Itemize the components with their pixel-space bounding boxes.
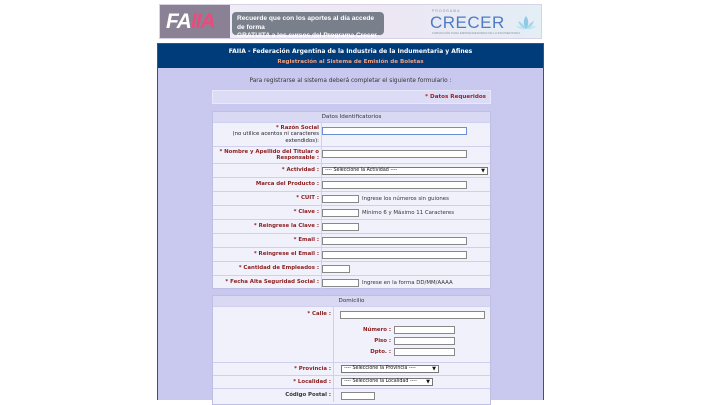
nombre-label [213,149,319,162]
row-cuit [213,191,490,205]
page-title: FAIIA - Federación Argentina de la Industria de la Indumentaria y Afines [228,48,473,55]
banner-message-line2: GRATUITA a los cursos del Programa Crecer [237,32,377,39]
codigo-postal-label: Código Postal : [285,392,331,398]
program-label: PROGRAMA [432,9,461,13]
marca-input[interactable] [322,181,467,189]
numero-input[interactable] [394,326,455,334]
razon-social-label-main: * Razón Social [275,125,319,131]
clave-label: * Clave : [293,209,319,215]
program-name: CRECER [430,13,505,32]
row-localidad [213,375,490,388]
reingrese-clave-input[interactable] [322,223,359,231]
localidad-label: * Localidad : [293,379,331,385]
provincia-label: * Provincia : [294,366,331,372]
razon-social-label [213,125,319,144]
dpto-input[interactable] [394,348,455,356]
fecha-alta-hint: Ingrese en la forma DD/MM/AAAA [362,280,453,286]
required-note: * Datos Requeridos [425,94,486,100]
chevron-down-icon: ▼ [426,379,430,385]
empleados-input[interactable] [322,265,350,273]
logo-text: FAIIA [166,10,215,33]
reingrese-clave-label: * Reingrese la Clave : [253,223,319,229]
registration-panel [157,43,544,400]
row-fecha-alta [213,275,490,289]
provincia-select[interactable] [341,365,439,373]
actividad-select-value: ---- Seleccione la Actividad ---- [325,168,398,173]
domicilio-section-title: Domicilio [213,296,490,306]
datos-section [212,111,491,289]
nombre-label-line2: Responsable : [276,155,319,162]
clave-input[interactable] [322,209,359,217]
program-subtitle: FORMACIÓN PARA EMPRENDEDORES DE LA INDUMENTARIA [432,31,521,35]
nombre-label-line1: * Nombre y Apellido del Titular o [219,149,319,155]
piso-label: Piso : [374,338,391,344]
codigo-postal-input[interactable] [341,392,375,400]
cuit-input[interactable] [322,195,359,203]
calle-label: * Calle : [307,311,331,317]
lotus-icon [515,14,537,32]
calle-input[interactable] [340,311,485,319]
empleados-label: * Cantidad de Empleados : [238,265,319,271]
chevron-down-icon: ▼ [481,168,485,174]
clave-hint: Mínimo 6 y Máximo 11 Caracteres [362,210,455,216]
razon-social-input[interactable] [322,127,467,135]
numero-label: Número : [362,327,391,333]
email-label: * Email : [293,237,319,243]
page-subtitle: Registración al Sistema de Emisión de Boletas [277,59,424,65]
provincia-select-value: ---- Seleccione la Provincia ---- [344,366,416,371]
email-input[interactable] [322,237,467,245]
nombre-input[interactable] [322,150,467,158]
header-bar [158,44,543,68]
row-reingrese-clave [213,219,490,233]
row-nombre [213,146,490,163]
razon-social-note2: extendidos): [285,137,319,144]
localidad-select-value: ---- Seleccione la Localidad ---- [344,379,417,384]
datos-section-title: Datos Identificatorios [213,112,490,122]
reingrese-email-label: * Reingrese el Email : [253,251,319,257]
row-marca [213,177,490,191]
banner-message-line1: Recuerde que con los aportes al día accede de forma [237,15,375,31]
required-note-box [212,90,491,104]
cuit-label: * CUIT : [296,195,319,201]
row-razon-social [213,122,490,146]
cuit-hint: Ingrese los números sin guiones [362,196,449,202]
promo-banner[interactable] [159,4,542,39]
banner-message [232,12,384,39]
razon-social-note1: (no utilice acentos ni caracteres [232,131,319,138]
piso-input[interactable] [394,337,455,345]
faiia-logo [160,5,230,39]
domicilio-section [212,295,491,405]
row-email [213,233,490,247]
reingrese-email-input[interactable] [322,251,467,259]
marca-label: Marca del Producto : [255,181,319,187]
row-actividad [213,163,490,177]
actividad-select[interactable] [322,167,488,175]
row-calle [213,306,490,362]
fecha-alta-label: * Fecha Alta Seguridad Social : [225,279,319,285]
row-clave [213,205,490,219]
actividad-label: * Actividad : [281,167,319,173]
row-empleados [213,261,490,275]
intro-text: Para registrarse al sistema deberá completar el siguiente formulario : [249,78,452,84]
row-reingrese-email [213,247,490,261]
row-provincia [213,362,490,375]
dpto-label: Dpto. : [370,349,391,355]
chevron-down-icon: ▼ [432,366,436,372]
localidad-select[interactable] [341,378,433,386]
fecha-alta-input[interactable] [322,279,359,287]
